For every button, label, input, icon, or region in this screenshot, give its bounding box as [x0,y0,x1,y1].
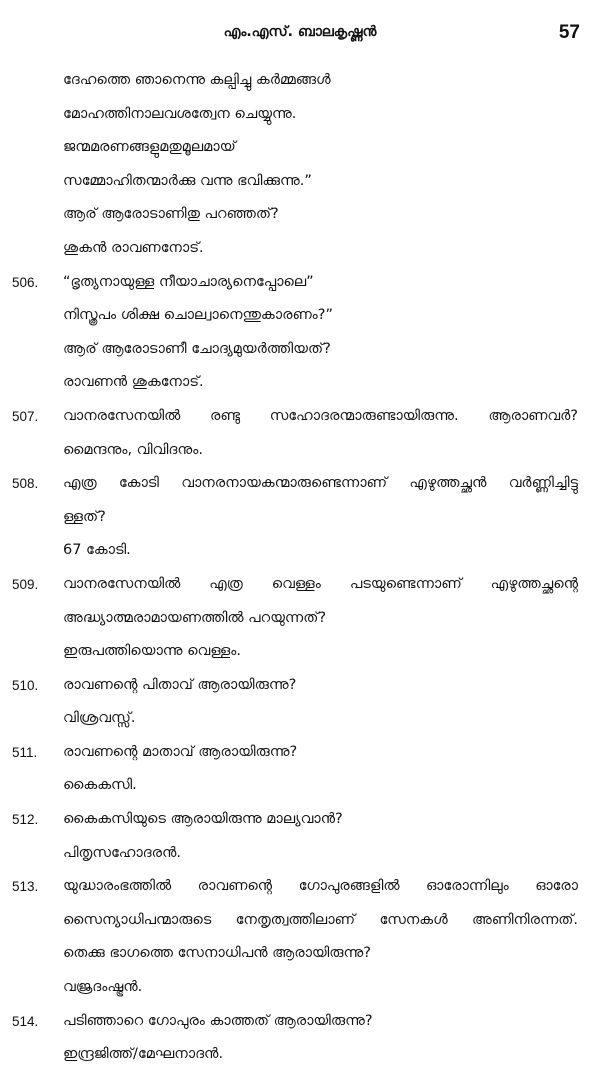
text-line [0,635,600,669]
line-text: കൈകസിയുടെ ആരായിരുന്നു മാല്യവാൻ? [63,811,343,828]
text-line [0,1038,600,1072]
text-line [0,198,600,232]
text-line [0,366,600,400]
text-line [0,769,600,803]
line-text: നിസ്ത്രപം ശിക്ഷ ചൊല്വാനെന്തുകാരണം?” [63,307,333,324]
line-text: രാവണൻ ശുകനോട്. [63,374,204,391]
line-text: രാവണന്റെ പിതാവ് ആരായിരുന്നു? [63,676,297,693]
text-line [0,501,600,535]
text-line [0,333,600,367]
question-line [0,870,600,904]
question-answer-list [0,64,600,1072]
line-text: ള്ളത്? [63,508,106,525]
question-line [0,568,600,602]
question-number: 510. [12,677,39,693]
text-line [0,434,600,468]
question-line [0,467,600,501]
text-line [0,131,600,165]
question-number: 512. [12,812,39,828]
line-text: പടിഞ്ഞാറെ ഗോപുരം കാത്തത് ആരായിരുന്നു? [63,1012,373,1029]
question-number: 508. [12,476,39,492]
text-line [0,602,600,636]
line-text: കൈകസി. [63,777,137,794]
text-line [0,299,600,333]
question-line [0,803,600,837]
line-text: ദേഹത്തെ ഞാനെന്നു കല്പിച്ചു കർമ്മങ്ങൾ [63,72,331,88]
question-line [0,266,600,300]
question-line [0,736,600,770]
question-number: 511. [12,744,38,760]
line-text: ഇരുപത്തിയൊന്നു വെള്ളം. [63,643,241,660]
line-text: “ഭൃത്യനായുള്ള നീയാചാര്യനെപ്പോലെ” [63,273,314,290]
question-line [0,400,600,434]
line-text: ആര് ആരോടാണീ ചോദ്യമുയർത്തിയത്? [63,340,331,357]
text-line [0,232,600,266]
text-line [0,534,600,568]
question-number: 506. [12,274,39,290]
text-line [0,64,600,98]
line-text: എത്ര കോടി വാനരനായകന്മാരുണ്ടെന്നാണ് എഴുത്തച്ഛൻ വർണ്ണിച്ചിട്ടു [63,475,578,492]
line-text: യുദ്ധാരംഭത്തിൽ രാവണന്റെ ഗോപുരങ്ങളിൽ ഓരോന്നിലും ഓരോ [63,878,578,895]
page-header [0,22,600,50]
line-text: സമ്മോഹിതന്മാർക്കു വന്നു ഭവിക്കുന്നു.” [63,172,312,189]
line-text: തെക്കു ഭാഗത്തെ സേനാധിപൻ ആരായിരുന്നു? [63,945,371,962]
question-number: 507. [12,408,39,424]
line-text: ആര് ആരോടാണിതു പറഞ്ഞത്? [63,206,279,223]
line-text: രാവണന്റെ മാതാവ് ആരായിരുന്നു? [63,743,298,760]
text-line [0,98,600,132]
line-text: അദ്ധ്യാത്മരാമായണത്തിൽ പറയുന്നത്? [63,609,327,626]
question-number: 513. [12,879,39,895]
line-text: വിശ്രവസ്സ്. [63,710,136,727]
line-text: ശുകൻ രാവണനോട്. [63,239,204,256]
line-text: മൈന്ദനും, വിവിദനും. [63,441,203,458]
line-text: 67 കോടി. [63,542,131,559]
text-line [0,165,600,199]
text-line [0,702,600,736]
line-text: വാനരസേനയിൽ എത്ര വെള്ളം പടയുണ്ടെന്നാണ് എഴുത്തച്ഛന്റെ [63,575,578,592]
line-text: സൈന്യാധിപന്മാരുടെ നേതൃത്വത്തിലാണ് സേനകൾ അണിനിരന്നത്. [63,911,578,928]
question-number: 514. [12,1013,39,1029]
text-line [0,937,600,971]
text-line [0,971,600,1005]
question-number: 509. [12,576,39,592]
line-text: വജ്രദംഷ്ട്രൻ. [63,979,143,996]
page-number: 57 [558,22,580,43]
line-text: ഇന്ദ്രജിത്ത്/മേഘനാദൻ. [63,1046,224,1063]
line-text: പിതൃസഹോദരൻ. [63,844,182,861]
running-head: എം.എസ്. ബാലകൃഷ്ണൻ [223,24,377,40]
line-text: ജന്മമരണങ്ങളുമതുമൂലമായ് [63,139,236,156]
text-line [0,904,600,938]
text-line [0,837,600,871]
line-text: വാനരസേനയിൽ രണ്ടു സഹോദരന്മാരുണ്ടായിരുന്നു. ആരാണവർ? [63,407,578,424]
question-line [0,1005,600,1039]
question-line [0,669,600,703]
line-text: മോഹത്തിനാലവശത്വേന ചെയ്യുന്നു. [63,105,297,122]
